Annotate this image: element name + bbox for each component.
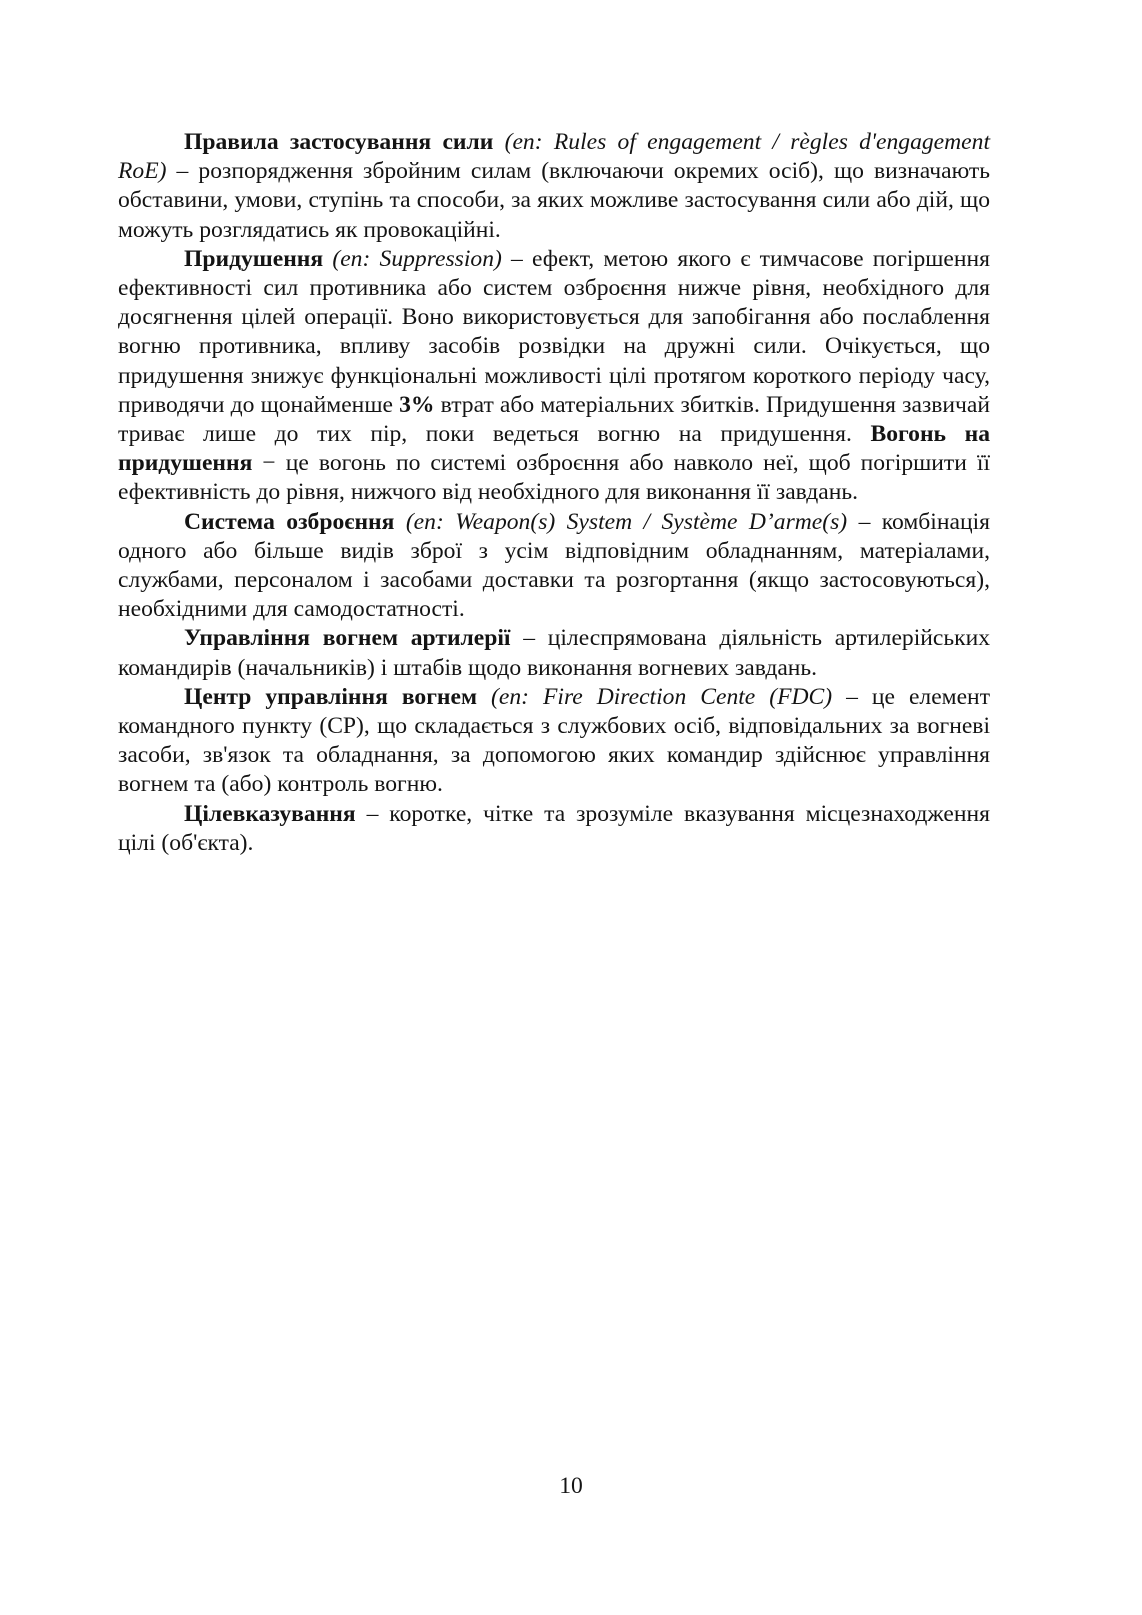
term-heading: Цілевказування <box>184 800 356 827</box>
definition-artillery-fire-control <box>118 624 990 682</box>
subterm-heading: Вогонь на придушення <box>118 421 990 477</box>
term-heading: Система озброєння <box>184 508 395 535</box>
term-translation: (en: Weapon(s) System / Système D’arme(s) <box>394 508 848 535</box>
definition-text: втрат або матеріальних збитків. Придушення зазвичай триває лише до тих пір, поки ведеться вогню на придушення. <box>118 391 990 448</box>
definition-text: – цілеспрямована діяльність артилерійських командирів (начальників) і штабів щодо виконання вогневих завдань. <box>118 625 991 681</box>
definition-text: – комбінація одного або більше видів зброї з усім відповідним обладнанням, матеріалами, службами, персоналом і засобами доставки та розгортання (якщо застосовуються), необхідними для самодостатності. <box>118 508 990 623</box>
highlighted-value: 3% <box>399 391 435 418</box>
page-number: 10 <box>559 1473 583 1499</box>
definition-suppression <box>118 245 990 508</box>
definition-text: – розпорядження збройним силам (включаючи окремих осіб), що визначають обставини, умови, ступінь та способи, за яких можливе застосування сили або дій, що можуть розглядатись як провокаційні. <box>118 158 990 243</box>
definition-text: – коротке, чітке та зрозуміле вказування місцезнаходження цілі (об'єкта). <box>118 800 990 856</box>
term-heading: Управління вогнем артилерії <box>184 625 511 652</box>
term-heading: Придушення <box>184 245 324 272</box>
definition-weapon-system <box>118 508 990 625</box>
term-translation: (en: Rules of engagement / règles d'engagement RoE) <box>118 129 990 185</box>
document-page <box>118 128 990 858</box>
term-translation: (en: Fire Direction Cente (FDC) <box>477 683 833 710</box>
term-heading: Центр управління вогнем <box>184 683 478 710</box>
definition-target-designation <box>118 800 990 858</box>
term-translation: (en: Suppression) <box>323 245 502 272</box>
definition-text: – ефект, метою якого є тимчасове погіршення ефективності сил противника або систем озброєння нижче рівня, необхідного для досягнення цілей операції. Воно використовується для запобігання або послаблення вогню противника, впливу засобів розвідки на дружні сили. Очікується, що придушення знижує функціональні можливості цілі протягом короткого періоду часу, приводячи до щонайменше <box>118 245 990 418</box>
definition-text: − це вогонь по системі озброєння або навколо неї, щоб погіршити її ефективність до рівня, нижчого від необхідного для виконання її завдань. <box>118 450 990 506</box>
term-heading: Правила застосування сили <box>184 129 494 155</box>
definition-text: – це елемент командного пункту (СР), що складається з службових осіб, відповідальних за вогневі засоби, зв'язок та обладнання, за допомогою яких командир здійснює управління вогнем та (або) контроль вогню. <box>118 683 990 798</box>
definition-rules-of-engagement <box>118 128 990 245</box>
definition-fire-direction-center <box>118 683 990 800</box>
